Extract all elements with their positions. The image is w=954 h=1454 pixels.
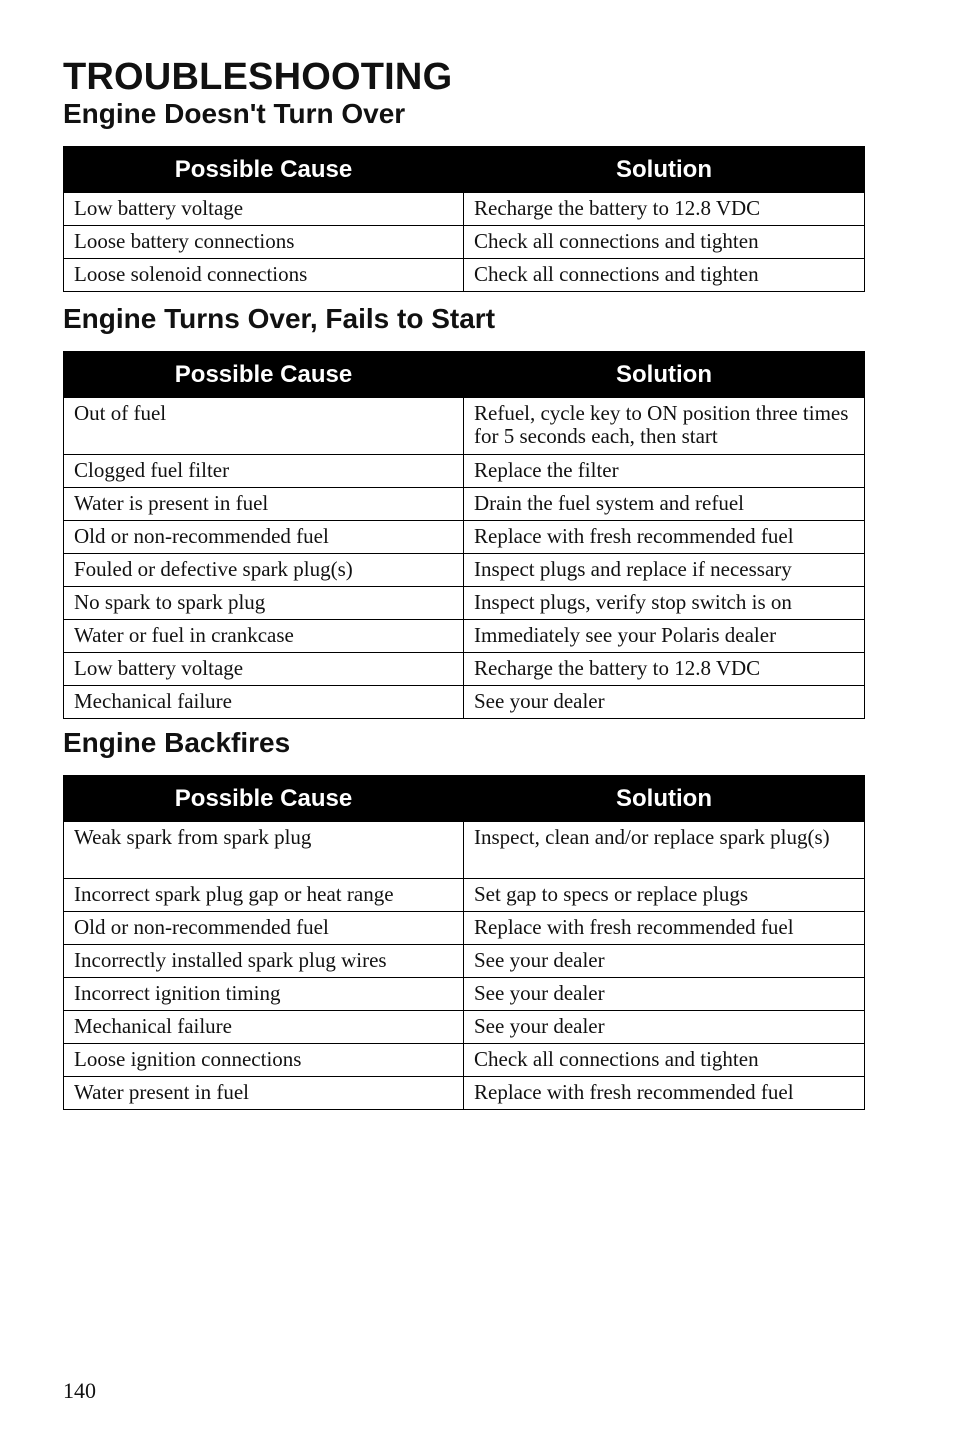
table-backfires: [63, 775, 865, 1110]
table-no-turn-over: [63, 146, 865, 292]
solution-cell: Replace with fresh recommended fuel: [464, 1077, 865, 1110]
table-row: [64, 978, 865, 1011]
cause-cell: Low battery voltage: [64, 653, 464, 686]
table-fails-to-start: [63, 351, 865, 719]
solution-cell: See your dealer: [464, 978, 865, 1011]
cause-cell: Low battery voltage: [64, 193, 464, 226]
header-cause: Possible Cause: [64, 352, 464, 398]
cause-cell: Incorrectly installed spark plug wires: [64, 945, 464, 978]
solution-cell: Replace with fresh recommended fuel: [464, 521, 865, 554]
header-solution: Solution: [464, 352, 865, 398]
table-row: [64, 822, 865, 879]
section-heading-backfires: Engine Backfires: [63, 727, 291, 758]
cause-cell: Mechanical failure: [64, 1011, 464, 1044]
table-row: [64, 1011, 865, 1044]
cause-cell: Incorrect ignition timing: [64, 978, 464, 1011]
cause-cell: Clogged fuel filter: [64, 455, 464, 488]
solution-cell: Replace with fresh recommended fuel: [464, 912, 865, 945]
table-row: [64, 398, 865, 455]
page-title: TROUBLESHOOTING: [63, 56, 453, 98]
table-row: [64, 1077, 865, 1110]
table-header-row: [64, 776, 865, 822]
solution-cell: Replace the filter: [464, 455, 865, 488]
cause-cell: Loose solenoid connections: [64, 259, 464, 292]
cause-cell: Water or fuel in crankcase: [64, 620, 464, 653]
cause-cell: Fouled or defective spark plug(s): [64, 554, 464, 587]
header-cause: Possible Cause: [64, 147, 464, 193]
cause-cell: Loose ignition connections: [64, 1044, 464, 1077]
table-row: [64, 912, 865, 945]
cause-cell: Water present in fuel: [64, 1077, 464, 1110]
table-header-row: [64, 352, 865, 398]
cause-cell: Old or non-recommended fuel: [64, 521, 464, 554]
cause-cell: No spark to spark plug: [64, 587, 464, 620]
table-row: [64, 945, 865, 978]
solution-cell: Inspect plugs, verify stop switch is on: [464, 587, 865, 620]
table-row: [64, 1044, 865, 1077]
table-row: [64, 554, 865, 587]
solution-cell: Check all connections and tighten: [464, 226, 865, 259]
solution-cell: Drain the fuel system and refuel: [464, 488, 865, 521]
table-row: [64, 226, 865, 259]
page-number: 140: [63, 1378, 96, 1403]
solution-cell: See your dealer: [464, 1011, 865, 1044]
solution-cell: Refuel, cycle key to ON position three times for 5 seconds each, then start: [464, 398, 865, 455]
solution-cell: Immediately see your Polaris dealer: [464, 620, 865, 653]
solution-cell: Inspect, clean and/or replace spark plug(s): [464, 822, 865, 879]
cause-cell: Loose battery connections: [64, 226, 464, 259]
header-solution: Solution: [464, 147, 865, 193]
table-row: [64, 587, 865, 620]
cause-cell: Out of fuel: [64, 398, 464, 455]
solution-cell: Inspect plugs and replace if necessary: [464, 554, 865, 587]
solution-cell: See your dealer: [464, 945, 865, 978]
solution-cell: See your dealer: [464, 686, 865, 719]
table-row: [64, 653, 865, 686]
solution-cell: Check all connections and tighten: [464, 1044, 865, 1077]
table-row: [64, 193, 865, 226]
section-heading-no-turn-over: Engine Doesn't Turn Over: [63, 98, 406, 129]
table-row: [64, 879, 865, 912]
solution-cell: Set gap to specs or replace plugs: [464, 879, 865, 912]
section-heading-fails-to-start: Engine Turns Over, Fails to Start: [63, 303, 496, 334]
solution-cell: Recharge the battery to 12.8 VDC: [464, 193, 865, 226]
header-solution: Solution: [464, 776, 865, 822]
solution-cell: Recharge the battery to 12.8 VDC: [464, 653, 865, 686]
table-row: [64, 686, 865, 719]
header-cause: Possible Cause: [64, 776, 464, 822]
solution-cell: Check all connections and tighten: [464, 259, 865, 292]
table-row: [64, 488, 865, 521]
cause-cell: Incorrect spark plug gap or heat range: [64, 879, 464, 912]
cause-cell: Mechanical failure: [64, 686, 464, 719]
cause-cell: Old or non-recommended fuel: [64, 912, 464, 945]
table-header-row: [64, 147, 865, 193]
table-row: [64, 620, 865, 653]
table-row: [64, 455, 865, 488]
cause-cell: Weak spark from spark plug: [64, 822, 464, 879]
table-row: [64, 521, 865, 554]
cause-cell: Water is present in fuel: [64, 488, 464, 521]
table-row: [64, 259, 865, 292]
